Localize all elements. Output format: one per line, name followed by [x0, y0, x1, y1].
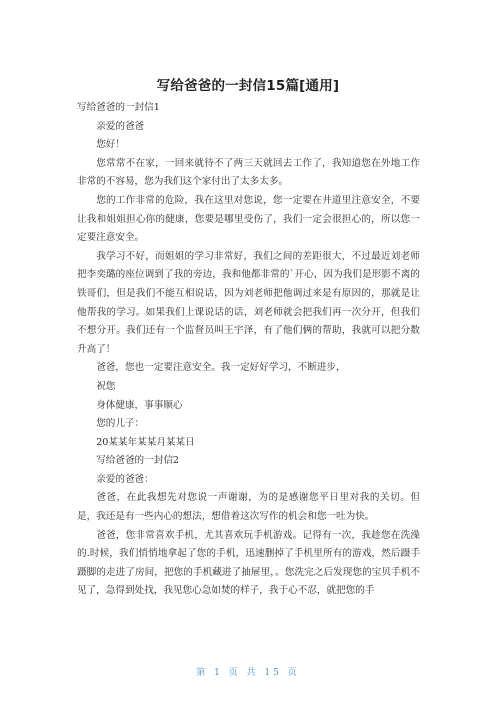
paragraph: 写给爸爸的一封信2 [96, 455, 180, 467]
paragraph: 亲爱的爸爸： [96, 473, 154, 485]
paragraph: 亲爱的爸爸 [96, 120, 145, 132]
paragraph: 您好！ [96, 139, 125, 151]
paragraph: 身体健康，事事顺心 [96, 399, 183, 411]
paragraph: 写给爸爸的一封信1 [77, 102, 160, 113]
page-footer: 第 1 页 共 15 页 [196, 668, 300, 678]
paragraph: 您常常不在家，一回来就待不了两三天就回去工作了，我知道您在外地工作非常的不容易，您为我们这个家付出了太多太多。 [77, 157, 420, 188]
paragraph: 爸爸，您也一定要注意安全。我一定好好学习，不断进步， [96, 362, 346, 374]
document-body [77, 99, 420, 601]
paragraph: 20某某年某某月某某日 [96, 436, 195, 448]
paragraph: 祝您 [96, 380, 116, 392]
paragraph: 您的儿子： [96, 418, 145, 430]
paragraph: 爸爸，在此我想先对您说一声谢谢，为的是感谢您平日里对我的关切。但是，我还是有一些内心的想法，想借着这次写作的机会和您一吐为快。 [77, 492, 420, 523]
paragraph: 我学习不好，而姐姐的学习非常好，我们之间的差距很大，不过最近刘老师把李奕璐的座位调到了我的旁边，我和他都非常的`开心，因为我们是形影不离的铁哥们，但是我们不能互相说话，因为刘老师把他调过来是有原因的，那就是让他帮我的学习。如果我们上课说话的话，刘老师就会把我们再一次分开，但我们不想分开。我们还有一个监督员叫王宇泽，有了他们俩的帮助，我就可以把分数升高了！ [77, 250, 420, 355]
document-title: 写给爸爸的一封信15篇[通用] [156, 78, 340, 94]
paragraph: 您的工作非常的危险，我在这里对您说，您一定要在井道里注意安全，不要让我和姐姐担心你的健康，您要是哪里受伤了，我们一定会很担心的，所以您一定要注意安全。 [77, 194, 420, 244]
paragraph: 爸爸，您非常喜欢手机，尤其喜欢玩手机游戏。记得有一次，我趁您在洗澡的.时候，我们悄悄地拿起了您的手机，迅速删掉了手机里所有的游戏，然后蹑手蹑脚的走进了房间，把您的手机藏进了抽屉里，。您洗完之后发现您的宝贝手机不见了，急得到处找，我见您心急如焚的样子，我于心不忍，就把您的手 [77, 529, 420, 597]
